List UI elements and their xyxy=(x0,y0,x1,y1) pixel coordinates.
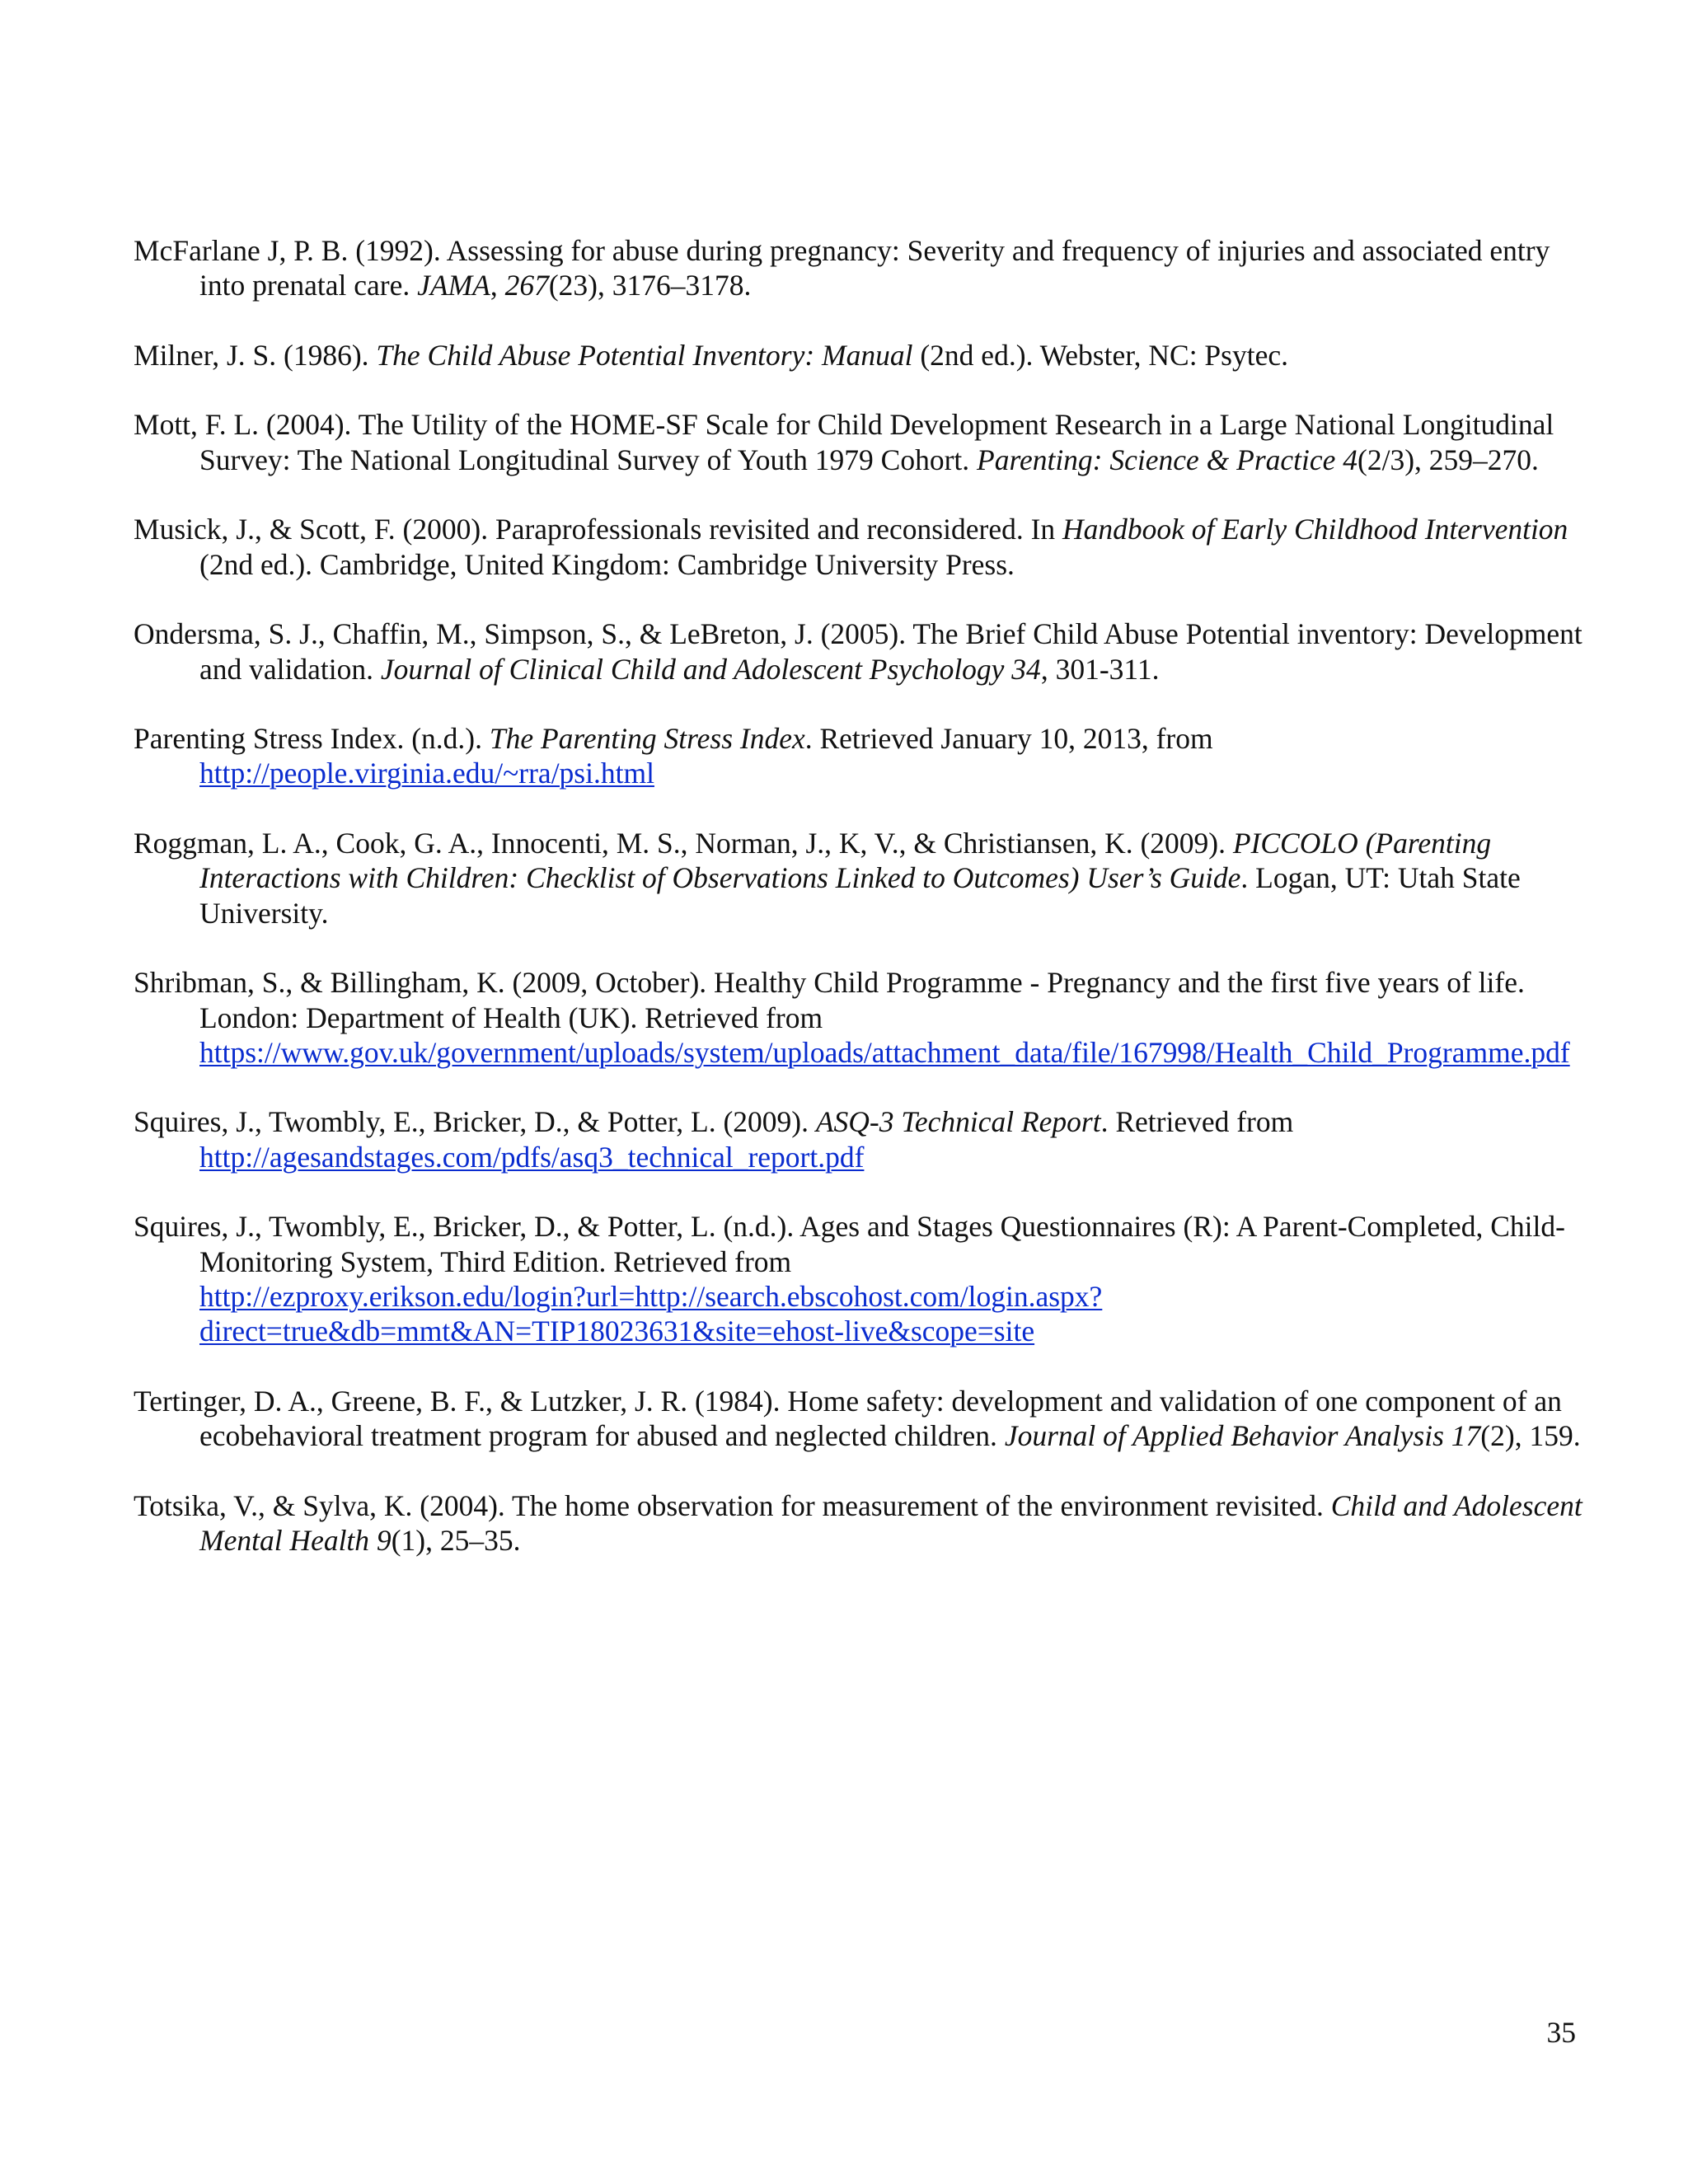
reference-italic-text: The Parenting Stress Index xyxy=(489,722,805,756)
reference-text: (2/3), 259–270. xyxy=(1357,443,1539,476)
reference-text: (2nd ed.). Webster, NC: Psytec. xyxy=(912,338,1288,372)
reference-text: Squires, J., Twombly, E., Bricker, D., & Potter, L. (2009). xyxy=(134,1105,816,1139)
reference-text: Squires, J., Twombly, E., Bricker, D., & Potter, L. (n.d.). Ages and Stages Questionnaires (R): A Parent-Completed, Child-Monitoring System, Third Edition. Retrieved from xyxy=(134,1210,1565,1278)
reference-link[interactable]: http://agesandstages.com/pdfs/asq3_technical_report.pdf xyxy=(199,1140,865,1174)
reference-list xyxy=(134,233,1584,1593)
reference-italic-text: Journal of Applied Behavior Analysis 17 xyxy=(1004,1419,1481,1453)
reference-text: Totsika, V., & Sylva, K. (2004). The home observation for measurement of the environment revisited. xyxy=(134,1488,1331,1522)
reference-text: Ondersma, S. J., Chaffin, M., Simpson, S., & LeBreton, J. (2005). The Brief Child Abuse Potential inventory: Development and validation. xyxy=(134,617,1582,686)
reference-italic-text: Child and Adolescent Mental Health 9 xyxy=(199,1488,1582,1557)
reference-text: (1), 25–35. xyxy=(391,1523,521,1557)
reference-entry xyxy=(134,1104,1584,1174)
reference-text: Roggman, L. A., Cook, G. A., Innocenti, M. S., Norman, J., K, V., & Christiansen, K. (2009). xyxy=(134,827,1233,860)
reference-italic-text: Journal of Clinical Child and Adolescent Psychology 34 xyxy=(380,652,1041,686)
reference-entry xyxy=(134,1384,1584,1454)
reference-entry xyxy=(134,512,1584,582)
reference-italic-text: ASQ-3 Technical Report xyxy=(815,1105,1101,1139)
reference-text: , 301-311. xyxy=(1040,652,1160,686)
reference-text: Musick, J., & Scott, F. (2000). Paraprofessionals revisited and reconsidered. In xyxy=(134,513,1063,546)
reference-text: . Logan, UT: Utah State University. xyxy=(199,861,1521,930)
reference-text: Mott, F. L. (2004). The Utility of the HOME-SF Scale for Child Development Research in a Large National Longitudinal Survey: The National Longitudinal Survey of Youth 1979 Cohort. xyxy=(134,408,1554,476)
reference-entry xyxy=(134,338,1584,373)
reference-italic-text: Parenting: Science & Practice 4 xyxy=(977,443,1358,476)
reference-italic-text: JAMA xyxy=(417,269,490,302)
reference-link[interactable]: http://ezproxy.erikson.edu/login?url=http://search.ebscohost.com/login.aspx?direct=true&db=mmt&AN=TIP18023631&site=ehost-live&scope=site xyxy=(199,1279,1103,1348)
reference-entry xyxy=(134,721,1584,791)
reference-text: (2nd ed.). Cambridge, United Kingdom: Cambridge University Press. xyxy=(199,547,1015,581)
reference-link[interactable]: https://www.gov.uk/government/uploads/system/uploads/attachment_data/file/167998/Health_Child_Programme.pdf xyxy=(199,1035,1570,1069)
reference-text: . Retrieved January 10, 2013, from xyxy=(804,722,1213,756)
reference-entry xyxy=(134,407,1584,477)
reference-entry xyxy=(134,616,1584,687)
reference-entry xyxy=(134,965,1584,1070)
reference-italic-text: PICCOLO (Parenting Interactions with Children: Checklist of Observations Linked to Outcomes) User’s Guide xyxy=(199,827,1492,895)
reference-entry xyxy=(134,1488,1584,1558)
reference-text: Shribman, S., & Billingham, K. (2009, October). Healthy Child Programme - Pregnancy and the first five years of life. London: Department of Health (UK). Retrieved from xyxy=(134,966,1525,1034)
reference-italic-text: 267 xyxy=(504,269,549,302)
reference-text: . Retrieved from xyxy=(1100,1105,1294,1139)
reference-text: (23), 3176–3178. xyxy=(548,269,752,302)
reference-text: , xyxy=(490,269,505,302)
reference-entry xyxy=(134,1209,1584,1348)
reference-italic-text: Handbook of Early Childhood Intervention xyxy=(1062,513,1568,546)
reference-entry xyxy=(134,826,1584,930)
reference-entry xyxy=(134,233,1584,303)
page-number: 35 xyxy=(1546,2016,1576,2049)
reference-text: McFarlane J, P. B. (1992). Assessing for abuse during pregnancy: Severity and frequency of injuries and associated entry into prenatal care. xyxy=(134,234,1550,302)
reference-text: Milner, J. S. (1986). xyxy=(134,338,377,372)
reference-text: (2), 159. xyxy=(1480,1419,1581,1453)
reference-link[interactable]: http://people.virginia.edu/~rra/psi.html xyxy=(199,757,654,790)
reference-text: Parenting Stress Index. (n.d.). xyxy=(134,722,490,756)
reference-italic-text: The Child Abuse Potential Inventory: Manual xyxy=(376,338,913,372)
reference-text: Tertinger, D. A., Greene, B. F., & Lutzker, J. R. (1984). Home safety: development and validation of one component of an ecobehavioral treatment program for abused and neglected children. xyxy=(134,1384,1562,1453)
